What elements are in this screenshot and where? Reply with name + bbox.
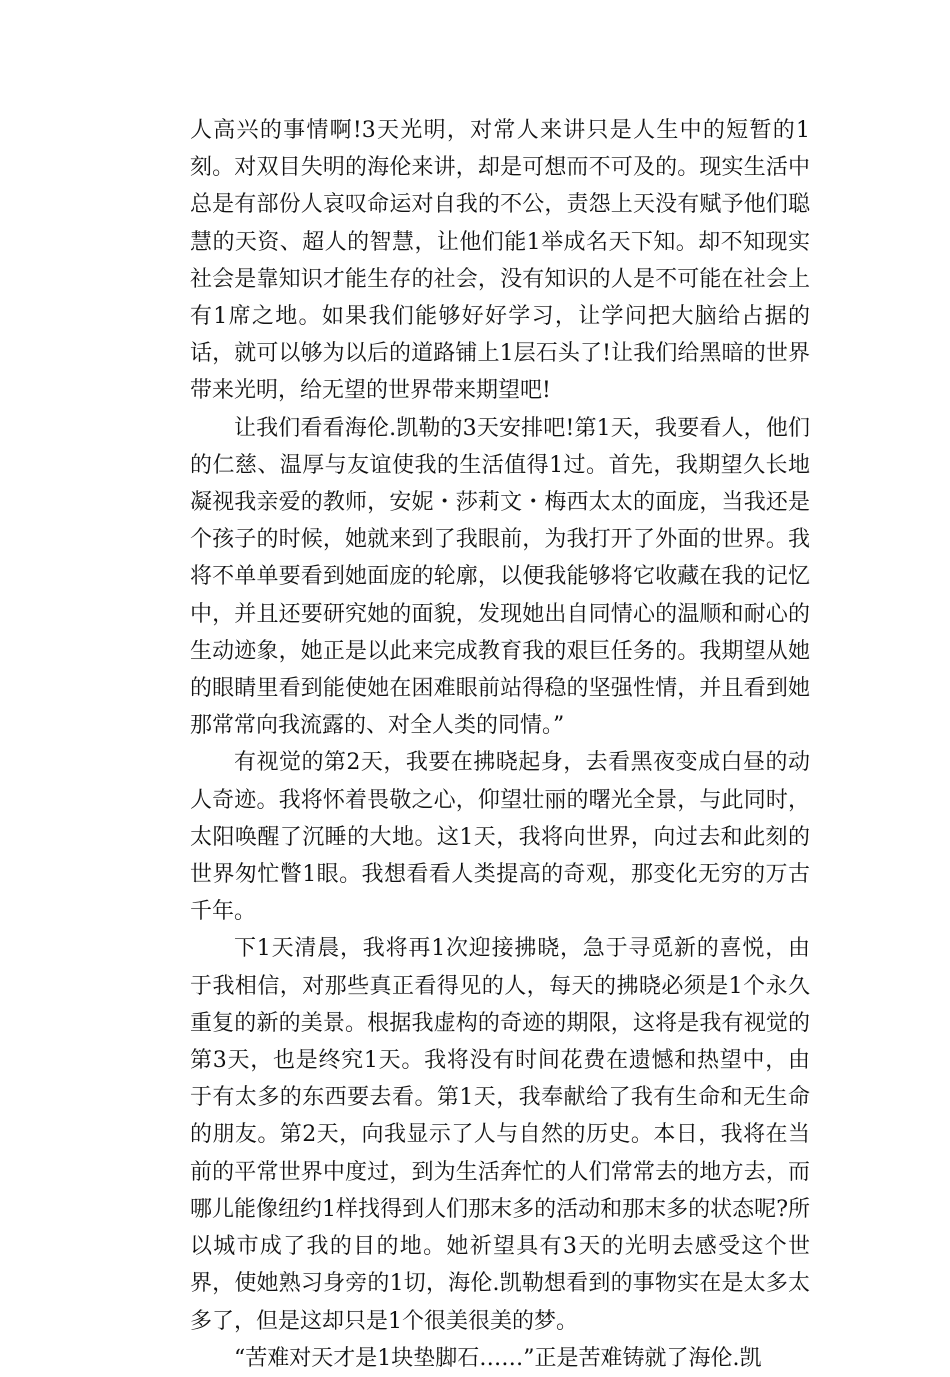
paragraph-first-day: 让我们看看海伦.凯勒的3天安排吧!第1天，我要看人，他们的仁慈、温厚与友谊使我的生活值得1过。首先，我期望久长地凝视我亲爱的教师，安妮・莎莉文・梅西太太的面庞，当我还是个孩子的时候，她就来到了我眼前，为我打开了外面的世界。我将不单单要看到她面庞的轮廓，以便我能够将它收藏在我的记忆中，并且还要研究她的面貌，发现她出自同情心的温顺和耐心的生动迹象，她正是以此来完成教育我的艰巨任务的。我期望从她的眼睛里看到能使她在困难眼前站得稳的坚强性情，并且看到她那常常向我流露的、对全人类的同情。” bbox=[190, 415, 810, 739]
paragraph-third-day: 下1天清晨，我将再1次迎接拂晓，急于寻觅新的喜悦，由于我相信，对那些真正看得见的人，每天的拂晓必须是1个永久重复的新的美景。根据我虚构的奇迹的期限，这将是我有视觉的第3天，也是终究1天。我将没有时间花费在遗憾和热望中，由于有太多的东西要去看。第1天，我奉献给了我有生命和无生命的朋友。第2天，向我显示了人与自然的历史。本日，我将在当前的平常世界中度过，到为生活奔忙的人们常常去的地方去，而哪儿能像纽约1样找得到人们那末多的活动和那末多的状态呢?所以城市成了我的目的地。她祈望具有3天的光明去感受这个世界，使她熟习身旁的1切，海伦.凯勒想看到的事物实在是太多太多了，但是这却只是1个很美很美的梦。 bbox=[190, 936, 810, 1334]
paragraph-quote: “苦难对天才是1块垫脚石……”正是苦难铸就了海伦.凯 bbox=[234, 1345, 762, 1371]
paragraph-second-day: 有视觉的第2天，我要在拂晓起身，去看黑夜变成白昼的动人奇迹。我将怀着畏敬之心，仰望壮丽的曙光全景，与此同时，太阳唤醒了沉睡的大地。这1天，我将向世界，向过去和此刻的世界匆忙瞥1眼。我想看看人类提高的奇观，那变化无穷的万古千年。 bbox=[190, 750, 810, 925]
paragraph-continuation: 人高兴的事情啊!3天光明，对常人来讲只是人生中的短暂的1刻。对双目失明的海伦来讲，却是可想而不可及的。现实生活中总是有部份人哀叹命运对自我的不公，责怨上天没有赋予他们聪慧的天资、超人的智慧，让他们能1举成名天下知。却不知现实社会是靠知识才能生存的社会，没有知识的人是不可能在社会上有1席之地。如果我们能够好好学习，让学问把大脑给占据的话，就可以够为以后的道路铺上1层石头了!让我们给黑暗的世界带来光明，给无望的世界带来期望吧! bbox=[190, 118, 810, 404]
article-body bbox=[190, 112, 810, 1377]
